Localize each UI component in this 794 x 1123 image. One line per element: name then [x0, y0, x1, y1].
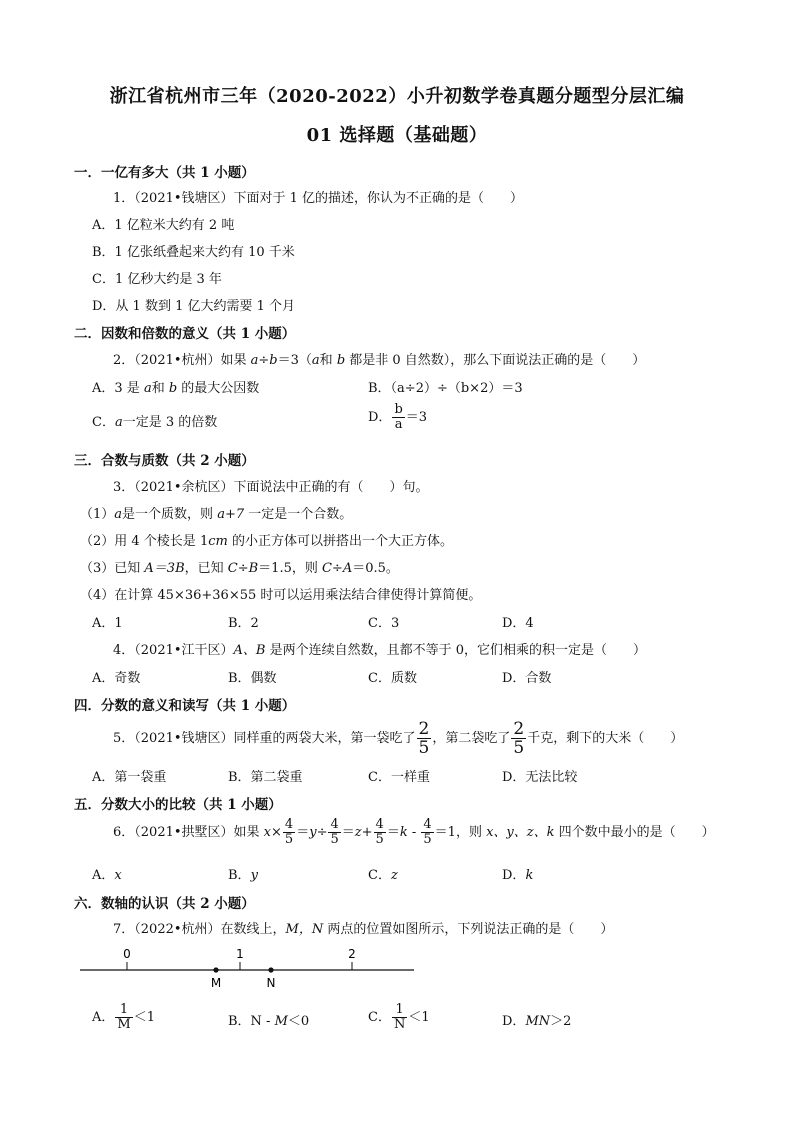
- opt-text: B．: [228, 868, 251, 883]
- opt-var: a: [143, 381, 152, 396]
- q6-op: ＝: [386, 825, 400, 840]
- question-7-option-b: [228, 1010, 309, 1029]
- q7-text: 7．（2022•杭州）在数线上，: [113, 922, 286, 937]
- opt-text: A．: [92, 1010, 115, 1025]
- opt-var: z: [390, 868, 398, 883]
- q6-op: -: [407, 825, 421, 840]
- page-title: 浙江省杭州市三年（2020-2022）小升初数学卷真题分题型分层汇编: [109, 86, 685, 107]
- frac-den: 5: [284, 832, 294, 847]
- stmt-text: （2）用 4 个棱长是 1: [80, 534, 209, 549]
- q2-var-a: a: [311, 353, 320, 368]
- question-6-option-d: [502, 864, 533, 883]
- fraction-two-fifths: [511, 720, 526, 757]
- question-2-option-a: [92, 377, 259, 396]
- q6-op: ＝: [341, 825, 355, 840]
- q6-text: ＝1，则: [434, 825, 487, 840]
- question-4-option-c: C．质数: [368, 671, 417, 686]
- question-6-option-c: [368, 864, 398, 883]
- q4-vars: A、B: [233, 643, 266, 658]
- section-heading-6: 六．数轴的认识（共 2 小题）: [74, 896, 255, 912]
- stmt-expr: C÷A: [321, 561, 353, 576]
- frac-num: 2: [513, 719, 525, 739]
- question-3-option-b: B．2: [228, 616, 259, 631]
- stmt-text: ，已知: [184, 561, 228, 576]
- stmt-text: 是一个质数，则: [122, 507, 218, 522]
- section-heading-1: 一．一亿有多大（共 1 小题）: [74, 165, 255, 181]
- fraction-1-over-n: [392, 1003, 407, 1032]
- q6-vars: x、y、z、k: [486, 825, 555, 840]
- q4-text: 是两个连续自然数，且都不等于 0，它们相乘的积一定是（ ）: [265, 643, 647, 658]
- opt-text: 的最大公因数: [177, 381, 260, 396]
- opt-text: 一定是 3 的倍数: [122, 415, 218, 430]
- stmt-expr: a+7: [217, 507, 245, 522]
- frac-num: b: [394, 402, 403, 417]
- question-5-option-d: D．无法比较: [502, 770, 578, 785]
- question-4-option-a: A．奇数: [92, 671, 141, 686]
- opt-var: k: [525, 868, 534, 883]
- question-7-option-c: [368, 1003, 430, 1032]
- frac-num: 4: [423, 817, 432, 832]
- point-n: [268, 967, 273, 972]
- frac-num: 2: [418, 719, 430, 739]
- opt-var: y: [250, 868, 258, 883]
- fraction-four-fifths: [283, 818, 295, 847]
- q2-expr: a÷b: [250, 353, 278, 368]
- q7-vars: M，N: [285, 922, 324, 937]
- question-4-option-d: D．合数: [502, 671, 552, 686]
- opt-text: ＞2: [550, 1014, 572, 1029]
- fraction-four-fifths: [374, 818, 386, 847]
- question-3-option-d: D．4: [502, 616, 534, 631]
- question-1-option-c: C．1 亿秒大约是 3 年: [92, 272, 222, 287]
- frac-num: 4: [375, 817, 384, 832]
- opt-text: A．: [92, 868, 115, 883]
- tick-label-2: 2: [348, 947, 356, 961]
- q2-text: ＝3（: [277, 353, 312, 368]
- opt-text: ＜0: [287, 1014, 310, 1029]
- q6-var-k: k: [399, 825, 408, 840]
- stmt-text: ＝1.5，则: [258, 561, 322, 576]
- opt-var: M: [274, 1014, 288, 1029]
- point-m-label: M: [210, 976, 222, 990]
- question-1-option-d: D．从 1 数到 1 亿大约需要 1 个月: [92, 299, 296, 314]
- stmt-unit: cm: [208, 534, 228, 549]
- stmt-text: 的小正方体可以拼搭出一个大正方体。: [227, 534, 453, 549]
- question-3-statement-2: [80, 530, 453, 549]
- stmt-expr: C÷B: [227, 561, 259, 576]
- question-2-option-d: [368, 403, 427, 432]
- question-5-option-b: B．第二袋重: [228, 770, 303, 785]
- question-2-stem: [113, 349, 645, 368]
- question-4-stem: [113, 639, 646, 658]
- fraction-four-fifths: [328, 818, 340, 847]
- q6-op: ＝: [296, 825, 310, 840]
- frac-num: 1: [115, 1003, 132, 1018]
- question-3-option-c: C．3: [368, 616, 400, 631]
- opt-text: ＜1: [133, 1010, 155, 1025]
- section-heading-5: 五．分数大小的比较（共 1 小题）: [74, 797, 282, 813]
- question-3-statement-4: （4）在计算 45×36+36×55 时可以运用乘法结合律使得计算简便。: [80, 588, 482, 603]
- opt-var: b: [168, 381, 178, 396]
- q4-text: 4．（2021•江干区）: [113, 643, 234, 658]
- question-1-option-b: B．1 亿张纸叠起来大约有 10 千米: [92, 245, 295, 260]
- section-heading-2: 二．因数和倍数的意义（共 1 小题）: [74, 326, 296, 342]
- q2-var-b: b: [336, 353, 346, 368]
- section-heading-3: 三．合数与质数（共 2 小题）: [74, 453, 255, 469]
- opt-text: ＜1: [408, 1010, 430, 1025]
- stmt-text: ＝0.5。: [352, 561, 399, 576]
- frac-den: N: [393, 1017, 406, 1032]
- question-4-option-b: B．偶数: [228, 671, 277, 686]
- opt-text: B．N -: [228, 1014, 275, 1029]
- question-7-option-d: [502, 1010, 571, 1029]
- frac-den: M: [117, 1017, 131, 1032]
- opt-text: C．: [368, 868, 391, 883]
- question-2-option-b: B．（a÷2）÷（b×2）＝3: [368, 381, 523, 396]
- q6-op: ÷: [316, 825, 328, 840]
- q6-text: 6．（2021•拱墅区）如果: [113, 825, 264, 840]
- q6-op: ×: [271, 825, 282, 840]
- tick-label-0: 0: [123, 947, 131, 961]
- question-5-stem: [113, 720, 683, 757]
- stmt-text: 一定是一个合数。: [244, 507, 353, 522]
- opt-text: C．: [92, 415, 115, 430]
- frac-den: a: [394, 417, 403, 432]
- frac-num: 4: [284, 817, 294, 832]
- section-heading-4: 四．分数的意义和读写（共 1 小题）: [74, 698, 296, 714]
- question-3-option-a: A．1: [92, 616, 123, 631]
- question-3-stem: 3．（2021•余杭区）下面说法中正确的有（ ）句。: [113, 480, 429, 495]
- opt-text: D．: [368, 410, 392, 425]
- number-line-figure: [70, 940, 430, 995]
- point-n-label: N: [266, 976, 276, 990]
- question-6-option-a: [92, 864, 122, 883]
- stmt-var: a: [114, 507, 123, 522]
- stmt-text: （3）已知: [80, 561, 145, 576]
- opt-text: ＝3: [405, 410, 428, 425]
- opt-var: MN: [525, 1014, 551, 1029]
- q6-var-x: x: [263, 825, 271, 840]
- question-2-option-c: [92, 411, 217, 430]
- question-1-option-a: A．1 亿粒米大约有 2 吨: [92, 218, 235, 233]
- question-3-statement-3: [80, 557, 399, 576]
- stmt-text: （1）: [80, 507, 115, 522]
- fraction-four-fifths: [421, 818, 433, 847]
- q6-op: +: [361, 825, 373, 840]
- question-7-stem: [113, 918, 613, 937]
- q5-text: ，第二袋吃了: [432, 731, 511, 746]
- opt-text: C．: [368, 1010, 391, 1025]
- frac-den: 5: [513, 738, 525, 758]
- question-6-stem: [113, 818, 715, 847]
- frac-num: 4: [330, 817, 339, 832]
- question-7-option-a: [92, 1003, 155, 1032]
- q7-text: 两点的位置如图所示，下列说法正确的是（ ）: [323, 922, 614, 937]
- opt-text: A．3 是: [92, 381, 144, 396]
- question-5-option-c: C．一样重: [368, 770, 430, 785]
- frac-den: 5: [423, 832, 432, 847]
- question-1-stem: 1．（2021•钱塘区）下面对于 1 亿的描述，你认为不正确的是（ ）: [113, 191, 524, 206]
- page-subtitle: 01 选择题（基础题）: [306, 125, 488, 146]
- q2-text: 和: [319, 353, 337, 368]
- frac-den: 5: [330, 832, 339, 847]
- question-6-option-b: [228, 864, 258, 883]
- frac-den: 5: [418, 738, 430, 758]
- fraction-b-over-a: [392, 403, 404, 432]
- q2-text: 2．（2021•杭州）如果: [113, 353, 251, 368]
- opt-text: D．: [502, 868, 526, 883]
- q6-text: 四个数中最小的是（ ）: [554, 825, 715, 840]
- stmt-expr: A＝3B: [144, 561, 185, 576]
- opt-var: a: [114, 415, 123, 430]
- q5-text: 千克，剩下的大米（ ）: [527, 731, 684, 746]
- q5-text: 5．（2021•钱塘区）同样重的两袋大米，第一袋吃了: [113, 731, 416, 746]
- fraction-two-fifths: [417, 720, 432, 757]
- q2-text: 都是非 0 自然数），那么下面说法正确的是（ ）: [345, 353, 646, 368]
- point-m: [213, 967, 218, 972]
- tick-label-1: 1: [236, 947, 244, 961]
- q6-var-z: z: [354, 825, 362, 840]
- opt-text: D．: [502, 1014, 526, 1029]
- question-3-statement-1: [80, 503, 352, 522]
- frac-den: 5: [375, 832, 384, 847]
- q6-var-y: y: [309, 825, 317, 840]
- opt-var: x: [114, 868, 122, 883]
- frac-num: 1: [392, 1003, 407, 1018]
- opt-text: 和: [151, 381, 169, 396]
- fraction-1-over-m: [115, 1003, 132, 1032]
- question-5-option-a: A．第一袋重: [92, 770, 167, 785]
